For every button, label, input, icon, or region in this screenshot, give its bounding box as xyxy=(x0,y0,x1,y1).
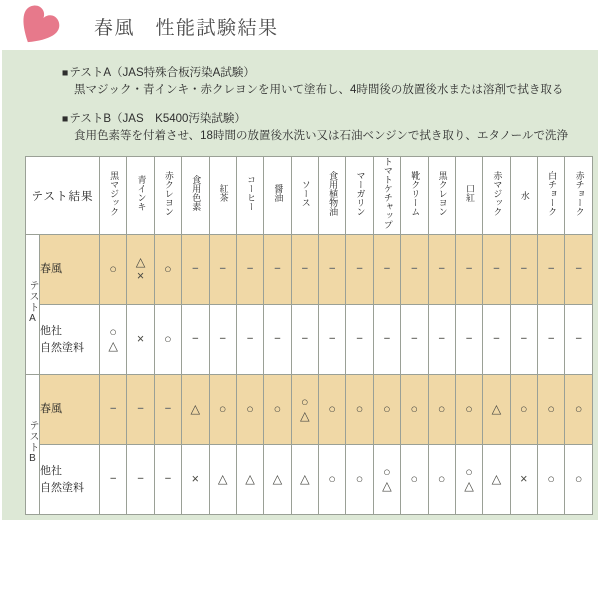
result-cell-test-a-harukaze-3 xyxy=(182,235,209,305)
group-label-test-b: テストB xyxy=(26,375,40,515)
result-cell-test-a-competitor-8 xyxy=(319,305,346,375)
result-cell-test-a-harukaze-14 xyxy=(483,235,510,305)
result-symbol: − xyxy=(520,332,528,345)
result-symbol: ○ xyxy=(383,465,391,480)
result-cell-test-a-competitor-9 xyxy=(346,305,373,375)
result-symbol: ○ xyxy=(328,471,336,486)
result-symbol: ○ xyxy=(355,401,364,416)
column-header-11: 靴クリーム xyxy=(401,157,428,235)
result-cell-test-b-competitor-6 xyxy=(264,445,291,515)
result-cell-test-a-harukaze-10 xyxy=(373,235,400,305)
result-cell-test-a-competitor-11 xyxy=(401,305,428,375)
result-symbol: − xyxy=(219,262,226,275)
result-cell-test-a-harukaze-5 xyxy=(236,235,263,305)
result-symbol: − xyxy=(164,472,172,485)
result-symbol: − xyxy=(465,332,473,345)
result-symbol: − xyxy=(493,262,500,275)
result-cell-test-b-harukaze-3 xyxy=(182,375,209,445)
result-symbol: ○ xyxy=(355,471,364,486)
result-symbol: − xyxy=(219,332,226,345)
result-cell-test-b-competitor-14 xyxy=(483,445,510,515)
result-symbol: − xyxy=(411,262,418,275)
result-symbol: − xyxy=(547,332,555,345)
column-header-10: トマトケチャップ xyxy=(373,157,400,235)
result-symbol: − xyxy=(137,402,144,415)
result-cell-test-b-harukaze-6 xyxy=(264,375,291,445)
result-symbol: − xyxy=(356,332,363,345)
result-symbol: − xyxy=(383,262,391,275)
result-symbol: △ xyxy=(300,408,310,423)
result-symbol: − xyxy=(301,332,309,345)
result-symbol: − xyxy=(493,332,500,345)
result-cell-test-a-competitor-13 xyxy=(455,305,482,375)
table-row-test-a-harukaze xyxy=(26,235,593,305)
result-cell-test-b-competitor-2 xyxy=(154,445,181,515)
result-symbol: ○ xyxy=(109,261,117,276)
result-cell-test-b-harukaze-17 xyxy=(565,375,593,445)
result-symbol: − xyxy=(274,262,281,275)
result-symbol: ○ xyxy=(109,325,117,340)
result-cell-test-a-competitor-14 xyxy=(483,305,510,375)
result-cell-test-b-harukaze-14 xyxy=(483,375,510,445)
result-symbol: ○ xyxy=(273,401,282,416)
result-symbol: ○ xyxy=(410,471,419,486)
result-symbol: ○ xyxy=(465,401,473,416)
result-cell-test-b-competitor-0 xyxy=(100,445,127,515)
result-symbol: − xyxy=(575,262,582,275)
result-symbol: △ xyxy=(272,471,283,486)
test-b-heading-text: テストB（JAS K5400汚染試験） xyxy=(69,112,246,125)
result-cell-test-a-competitor-2 xyxy=(154,305,181,375)
result-cell-test-b-harukaze-7 xyxy=(291,375,318,445)
column-header-2: 赤クレヨン xyxy=(154,157,181,235)
table-row-test-b-competitor xyxy=(26,445,593,515)
result-cell-test-b-competitor-9 xyxy=(346,445,373,515)
result-cell-test-b-harukaze-2 xyxy=(154,375,181,445)
test-a-body: 黒マジック・青インキ・赤クレヨンを用いて塗布し、4時間後の放置後水または溶剤で拭き取る xyxy=(74,84,564,97)
result-symbol: ○ xyxy=(410,401,419,416)
result-symbol: △ xyxy=(108,338,119,353)
result-cell-test-b-competitor-8 xyxy=(319,445,346,515)
result-symbol: − xyxy=(246,332,254,345)
result-cell-test-b-harukaze-9 xyxy=(346,375,373,445)
row-label-test-a-harukaze: 春風 xyxy=(40,235,100,305)
column-header-8: 食用植物油 xyxy=(319,157,346,235)
column-header-17: 赤チョーク xyxy=(565,157,593,235)
row-label-test-a-competitor: 他社 自然塗料 xyxy=(40,305,100,375)
result-cell-test-b-competitor-16 xyxy=(538,445,565,515)
result-cell-test-a-harukaze-4 xyxy=(209,235,236,305)
result-cell-test-b-competitor-15 xyxy=(510,445,537,515)
test-a-description xyxy=(62,65,598,100)
column-header-5: コーヒー xyxy=(236,157,263,235)
row-label-test-b-competitor: 他社 自然塗料 xyxy=(40,445,100,515)
result-cell-test-a-competitor-1 xyxy=(127,305,154,375)
result-symbol: ○ xyxy=(301,395,309,410)
result-symbol: − xyxy=(274,332,281,345)
result-cell-test-b-harukaze-10 xyxy=(373,375,400,445)
result-symbol: △ xyxy=(135,255,146,270)
result-cell-test-b-harukaze-11 xyxy=(401,375,428,445)
result-cell-test-a-harukaze-12 xyxy=(428,235,455,305)
result-symbol: ○ xyxy=(547,471,555,486)
result-symbol: − xyxy=(520,262,528,275)
table-corner-label: テスト結果 xyxy=(26,157,100,235)
result-cell-test-a-harukaze-8 xyxy=(319,235,346,305)
result-symbol: − xyxy=(164,402,172,415)
test-descriptions xyxy=(2,50,598,145)
results-table xyxy=(25,156,593,515)
result-symbol: − xyxy=(575,332,582,345)
result-cell-test-b-harukaze-13 xyxy=(455,375,482,445)
result-symbol: × xyxy=(191,471,199,486)
result-symbol: △ xyxy=(491,401,502,416)
table-row-test-b-harukaze xyxy=(26,375,593,445)
result-symbol: △ xyxy=(491,471,502,486)
result-symbol: − xyxy=(383,332,391,345)
result-cell-test-b-competitor-10 xyxy=(373,445,400,515)
result-symbol: ○ xyxy=(437,471,446,486)
result-symbol: − xyxy=(438,332,445,345)
result-symbol: ○ xyxy=(383,401,391,416)
result-symbol: △ xyxy=(464,478,474,493)
result-cell-test-a-competitor-0 xyxy=(100,305,127,375)
result-cell-test-b-competitor-4 xyxy=(209,445,236,515)
result-cell-test-b-competitor-11 xyxy=(401,445,428,515)
sakura-petal-icon xyxy=(7,2,65,52)
result-cell-test-b-harukaze-5 xyxy=(236,375,263,445)
result-cell-test-a-competitor-15 xyxy=(510,305,537,375)
result-cell-test-a-competitor-17 xyxy=(565,305,593,375)
result-symbol: − xyxy=(328,262,336,275)
result-cell-test-a-competitor-4 xyxy=(209,305,236,375)
result-cell-test-b-competitor-17 xyxy=(565,445,593,515)
result-symbol: ○ xyxy=(547,401,555,416)
result-cell-test-b-harukaze-1 xyxy=(127,375,154,445)
test-a-heading-text: テストA（JAS特殊合板汚染A試験） xyxy=(69,67,255,79)
page-header xyxy=(0,0,600,50)
result-symbol: − xyxy=(109,402,117,415)
result-symbol: − xyxy=(109,472,117,485)
test-a-heading xyxy=(62,65,598,82)
result-cell-test-b-competitor-5 xyxy=(236,445,263,515)
result-cell-test-a-harukaze-16 xyxy=(538,235,565,305)
result-cell-test-a-competitor-12 xyxy=(428,305,455,375)
result-symbol: ○ xyxy=(574,401,583,416)
column-header-12: 黒クレヨン xyxy=(428,157,455,235)
column-header-3: 食用色素 xyxy=(182,157,209,235)
column-header-0: 黒マジック xyxy=(100,157,127,235)
column-header-1: 青インキ xyxy=(127,157,154,235)
result-symbol: △ xyxy=(382,478,392,493)
result-symbol: − xyxy=(547,262,555,275)
result-cell-test-a-competitor-6 xyxy=(264,305,291,375)
result-cell-test-b-competitor-12 xyxy=(428,445,455,515)
result-symbol: △ xyxy=(245,471,255,486)
result-cell-test-a-competitor-7 xyxy=(291,305,318,375)
result-cell-test-b-harukaze-16 xyxy=(538,375,565,445)
result-cell-test-a-competitor-3 xyxy=(182,305,209,375)
column-header-16: 白チョーク xyxy=(538,157,565,235)
column-header-15: 水 xyxy=(510,157,537,235)
result-symbol: ○ xyxy=(465,465,473,480)
result-symbol: − xyxy=(328,332,336,345)
result-symbol: ○ xyxy=(437,401,446,416)
result-cell-test-a-harukaze-7 xyxy=(291,235,318,305)
column-header-9: マーガリン xyxy=(346,157,373,235)
result-cell-test-b-competitor-1 xyxy=(127,445,154,515)
result-symbol: − xyxy=(301,262,309,275)
result-symbol: ○ xyxy=(218,401,227,416)
result-cell-test-b-harukaze-0 xyxy=(100,375,127,445)
result-cell-test-b-harukaze-12 xyxy=(428,375,455,445)
result-cell-test-a-harukaze-0 xyxy=(100,235,127,305)
result-symbol: × xyxy=(136,331,145,346)
result-cell-test-a-harukaze-17 xyxy=(565,235,593,305)
result-cell-test-a-harukaze-11 xyxy=(401,235,428,305)
result-symbol: ○ xyxy=(520,401,528,416)
result-cell-test-a-competitor-16 xyxy=(538,305,565,375)
test-b-heading xyxy=(62,111,598,128)
test-b-description xyxy=(62,111,598,146)
result-symbol: − xyxy=(465,262,473,275)
result-cell-test-b-competitor-13 xyxy=(455,445,482,515)
result-symbol: △ xyxy=(300,471,310,486)
result-cell-test-b-competitor-3 xyxy=(182,445,209,515)
result-symbol: × xyxy=(136,268,145,283)
page-title: 春風 性能試験結果 xyxy=(94,18,279,39)
result-cell-test-b-harukaze-4 xyxy=(209,375,236,445)
result-symbol: △ xyxy=(190,401,201,416)
result-symbol: − xyxy=(411,332,418,345)
table-row-test-a-competitor xyxy=(26,305,593,375)
bullet-square-icon: ■ xyxy=(62,112,69,125)
result-cell-test-a-competitor-10 xyxy=(373,305,400,375)
result-cell-test-b-harukaze-15 xyxy=(510,375,537,445)
group-label-test-a: テストA xyxy=(26,235,40,375)
result-symbol: × xyxy=(520,471,528,486)
result-symbol: ○ xyxy=(574,471,583,486)
column-header-4: 紅茶 xyxy=(209,157,236,235)
column-header-13: 口紅 xyxy=(455,157,482,235)
result-symbol: ○ xyxy=(164,331,172,346)
result-symbol: ○ xyxy=(328,401,336,416)
test-b-body: 食用色素等を付着させ、18時間の放置後水洗い又は石油ベンジンで拭き取り、エタノールで洗浄 xyxy=(74,129,568,142)
result-symbol: − xyxy=(438,262,445,275)
result-cell-test-a-harukaze-15 xyxy=(510,235,537,305)
result-symbol: − xyxy=(356,262,363,275)
column-header-6: 醤油 xyxy=(264,157,291,235)
result-cell-test-a-harukaze-1 xyxy=(127,235,154,305)
result-symbol: ○ xyxy=(164,261,172,276)
result-cell-test-b-competitor-7 xyxy=(291,445,318,515)
result-symbol: − xyxy=(192,332,199,345)
result-symbol: − xyxy=(192,262,199,275)
result-symbol: − xyxy=(246,262,254,275)
result-symbol: △ xyxy=(217,471,228,486)
result-cell-test-b-harukaze-8 xyxy=(319,375,346,445)
column-header-14: 赤マジック xyxy=(483,157,510,235)
result-cell-test-a-harukaze-9 xyxy=(346,235,373,305)
row-label-test-b-harukaze: 春風 xyxy=(40,375,100,445)
bullet-square-icon: ■ xyxy=(62,67,69,79)
info-panel xyxy=(2,50,598,520)
result-cell-test-a-competitor-5 xyxy=(236,305,263,375)
result-cell-test-a-harukaze-6 xyxy=(264,235,291,305)
result-cell-test-a-harukaze-13 xyxy=(455,235,482,305)
result-symbol: ○ xyxy=(246,401,254,416)
result-cell-test-a-harukaze-2 xyxy=(154,235,181,305)
column-header-7: ソース xyxy=(291,157,318,235)
result-symbol: − xyxy=(137,472,144,485)
